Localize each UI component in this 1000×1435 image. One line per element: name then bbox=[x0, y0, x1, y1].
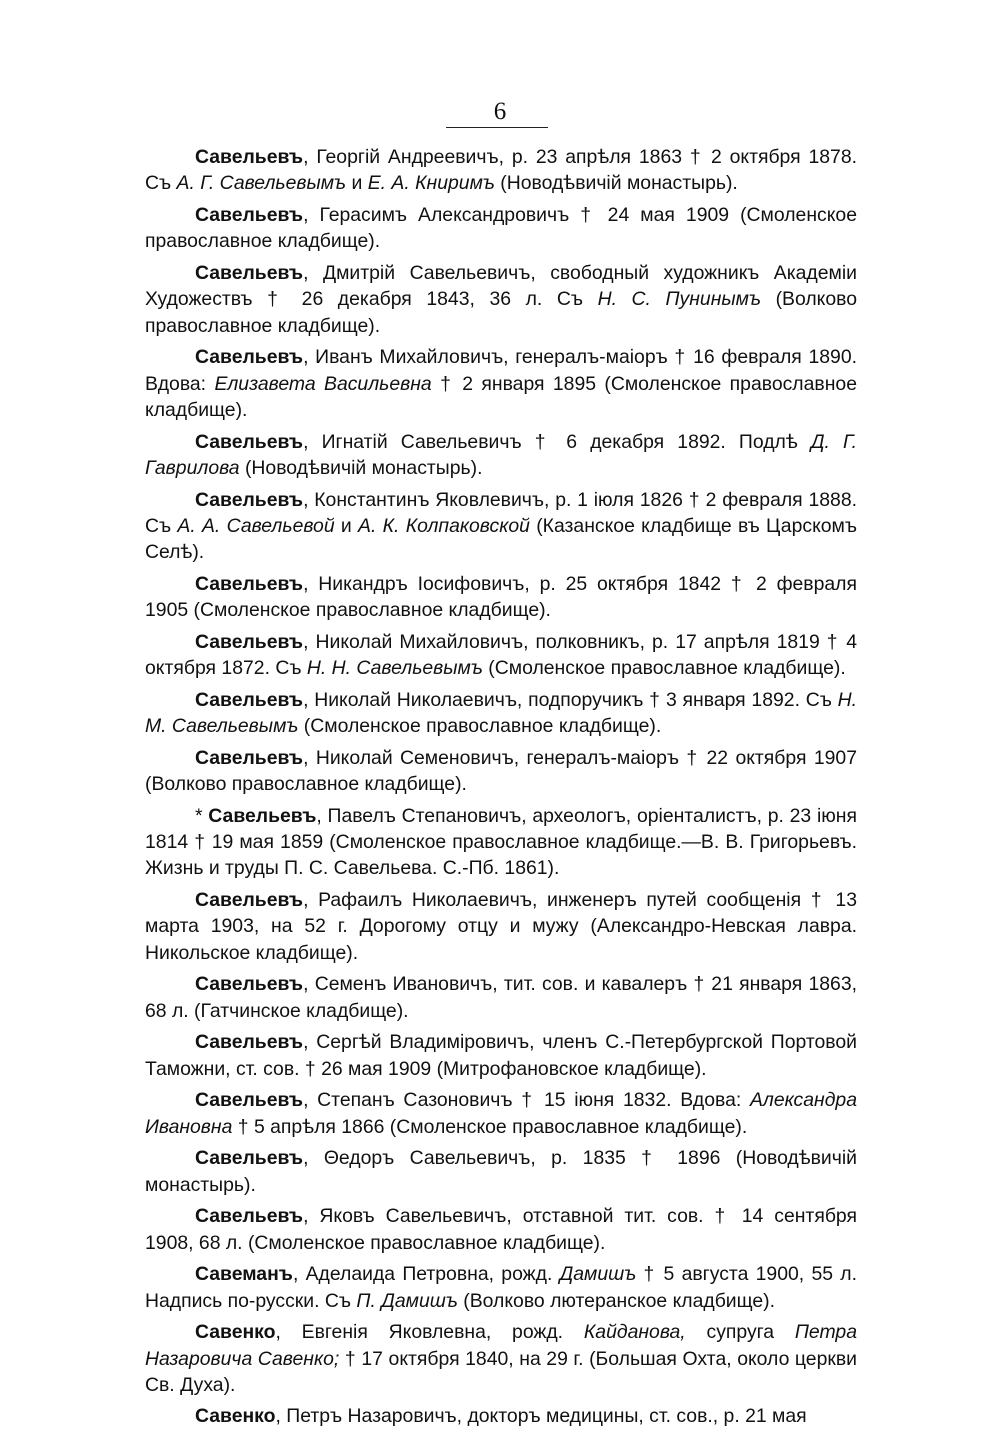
entry-text: (Смоленское православное кладбище). bbox=[298, 715, 662, 738]
entry-surname: Савеманъ bbox=[195, 1263, 293, 1286]
entry-paragraph bbox=[145, 571, 857, 624]
entry-surname: Савельевъ bbox=[195, 746, 304, 769]
entry-text: (Новодѣвичій монастырь). bbox=[494, 172, 738, 195]
entry-surname: Савельевъ bbox=[195, 1089, 304, 1112]
entry-paragraph bbox=[145, 1261, 857, 1314]
entry-text: , Петръ Назаровичъ, докторъ медицины, ст. сов., р. 21 мая bbox=[275, 1405, 807, 1428]
entry-text: , Герасимъ Александровичъ † 24 мая 1909 (Смоленское православное кладбище). bbox=[145, 203, 857, 253]
entry-paragraph bbox=[145, 260, 857, 339]
entry-text: и bbox=[334, 514, 359, 537]
entry-paragraph bbox=[145, 803, 857, 882]
entry-paragraph bbox=[145, 745, 857, 798]
entry-surname: Савельевъ bbox=[195, 1147, 304, 1170]
entry-text: , Павелъ Степановичъ, археологъ, оріенталистъ, р. 23 іюня 1814 † 19 мая 1859 (Смоленское православное кладбище.—В. В. Григорьевъ. Жизнь и труды П. С. Савельева. С.-Пб. 1861). bbox=[145, 804, 858, 880]
entry-text: † 5 августа 1900, 55 л. Надпись по-русски. Съ bbox=[145, 1263, 858, 1312]
entry-text: , Сергѣй Владиміровичъ, членъ С.-Петербургской Портовой Таможни, ст. сов. † 26 мая 1909 (Митрофановское кладбище). bbox=[145, 1031, 857, 1080]
entry-surname: Савельевъ bbox=[195, 488, 304, 511]
entry-text: , Семенъ Ивановичъ, тит. сов. и кавалеръ † 21 января 1863, 68 л. (Гатчинское кладбище). bbox=[145, 973, 857, 1022]
entry-text: супруга bbox=[685, 1321, 795, 1344]
entry-surname: Савельевъ bbox=[195, 430, 304, 453]
entry-text: , Иванъ Михайловичъ, генералъ-маіоръ † 16 февраля 1890. Вдова: bbox=[145, 346, 857, 395]
entry-text: (Волково православное кладбище). bbox=[145, 288, 857, 337]
entry-text: † 2 января 1895 (Смоленское православное кладбище). bbox=[145, 372, 857, 421]
entry-paragraph bbox=[145, 887, 857, 966]
entry-text: , Дмитрій Савельевичъ, свободный художникъ Академіи Художествъ † 26 декабря 1843, 36 л. Съ bbox=[145, 261, 857, 311]
entry-text: † 5 апрѣля 1866 (Смоленское православное кладбище). bbox=[232, 1115, 748, 1138]
entry-surname: Савельевъ bbox=[195, 1031, 304, 1054]
entry-surname: Савельевъ bbox=[195, 688, 304, 711]
entry-italic-text: А. К. Колпаковской bbox=[358, 514, 530, 537]
entry-paragraph bbox=[145, 971, 857, 1024]
entry-paragraph bbox=[145, 429, 857, 482]
entry-paragraph bbox=[145, 687, 857, 740]
entry-text: , Георгій Андреевичъ, р. 23 апрѣля 1863 † 2 октября 1878. Съ bbox=[145, 146, 857, 195]
header-rule bbox=[446, 127, 548, 128]
page-number: 6 bbox=[493, 98, 507, 125]
entry-paragraph bbox=[145, 344, 857, 423]
entry-surname: Савенко bbox=[195, 1321, 276, 1344]
entry-text: , Николай Семеновичъ, генералъ-маіоръ † 22 октября 1907 (Волково православное кладбище). bbox=[145, 746, 857, 796]
entry-paragraph bbox=[145, 487, 857, 566]
entry-paragraph bbox=[145, 629, 857, 682]
entry-text: * bbox=[195, 804, 209, 827]
entry-surname: Савельевъ bbox=[195, 1205, 304, 1228]
entry-text: (Смоленское православное кладбище). bbox=[482, 657, 846, 680]
entry-italic-text: Н. С. Пунинымъ bbox=[597, 288, 761, 311]
entry-paragraph bbox=[145, 1087, 857, 1140]
entry-italic-text: Н. Н. Савельевымъ bbox=[306, 657, 483, 680]
entry-text: , Степанъ Сазоновичъ † 15 іюня 1832. Вдова: bbox=[303, 1089, 750, 1112]
entry-italic-text: Елизавета Васильевна bbox=[214, 372, 432, 395]
entry-text: , Николай Михайловичъ, полковникъ, р. 17 апрѣля 1819 † 4 октября 1872. Съ bbox=[145, 630, 857, 680]
entry-paragraph bbox=[145, 1203, 857, 1256]
entry-list bbox=[145, 144, 857, 1435]
entry-text: , Игнатій Савельевичъ † 6 декабря 1892. Подлѣ bbox=[303, 430, 811, 453]
entry-text: † 17 октября 1840, на 29 г. (Большая Охта, около церкви Св. Духа). bbox=[145, 1347, 857, 1396]
entry-paragraph bbox=[145, 144, 857, 197]
entry-italic-text: Дамишъ bbox=[559, 1263, 637, 1286]
entry-italic-text: А. А. Савельевой bbox=[177, 514, 335, 537]
entry-text: , Николай Николаевичъ, подпоручикъ † 3 января 1892. Съ bbox=[303, 688, 838, 711]
entry-surname: Савельевъ bbox=[195, 346, 304, 369]
entry-paragraph bbox=[145, 1145, 857, 1198]
entry-italic-text: Е. А. Книримъ bbox=[367, 172, 495, 195]
entry-surname: Савельевъ bbox=[195, 261, 304, 284]
entry-paragraph bbox=[145, 1319, 857, 1398]
entry-italic-text: Д. Г. Гаврилова bbox=[145, 430, 858, 479]
entry-paragraph bbox=[145, 202, 857, 255]
entry-surname: Савельевъ bbox=[195, 630, 304, 653]
entry-italic-text: Александра Ивановна bbox=[145, 1089, 857, 1138]
entry-text: , Аделаида Петровна, рожд. bbox=[292, 1263, 560, 1286]
entry-text: , Никандръ Іосифовичъ, р. 25 октября 1842 † 2 февраля 1905 (Смоленское православное кладбище). bbox=[145, 572, 857, 622]
entry-italic-text: А. Г. Савельевымъ bbox=[176, 172, 347, 195]
entry-text: (Казанское кладбище въ Царскомъ Селѣ). bbox=[145, 514, 858, 564]
entry-paragraph bbox=[145, 1403, 857, 1429]
entry-text: , Рафаилъ Николаевичъ, инженеръ путей сообщенія † 13 марта 1903, на 52 г. Дорогому отцу и мужу (Александро-Невская лавра. Никольское кладбище). bbox=[145, 889, 857, 964]
entry-text: , Яковъ Савельевичъ, отставной тит. сов. † 14 сентября 1908, 68 л. (Смоленское православное кладбище). bbox=[145, 1205, 857, 1254]
entry-text: , Θедоръ Савельевичъ, р. 1835 † 1896 (Новодѣвичій монастырь). bbox=[145, 1147, 857, 1196]
entry-surname: Савельевъ bbox=[195, 203, 304, 226]
entry-italic-text: Кайданова, bbox=[583, 1321, 686, 1344]
entry-surname: Савельевъ bbox=[208, 804, 317, 827]
entry-text: и bbox=[346, 172, 368, 195]
entry-paragraph bbox=[145, 1029, 857, 1082]
entry-surname: Савельевъ bbox=[195, 146, 304, 168]
entry-surname: Савенко bbox=[195, 1405, 276, 1428]
entry-text: , Евгенія Яковлевна, рожд. bbox=[275, 1321, 584, 1344]
entry-surname: Савельевъ bbox=[195, 889, 304, 912]
entry-text: (Волково лютеранское кладбище). bbox=[457, 1289, 776, 1312]
entry-surname: Савельевъ bbox=[195, 572, 304, 595]
entry-italic-text: П. Дамишъ bbox=[356, 1289, 458, 1312]
entry-italic-text: Н. М. Савельевымъ bbox=[145, 688, 857, 738]
entry-text: , Константинъ Яковлевичъ, р. 1 іюля 1826 † 2 февраля 1888. Съ bbox=[145, 488, 857, 537]
entry-surname: Савельевъ bbox=[195, 973, 304, 996]
entry-text: (Новодѣвичій монастырь). bbox=[239, 456, 483, 479]
entry-italic-text: Петра Назаровича Савенко; bbox=[145, 1321, 857, 1370]
